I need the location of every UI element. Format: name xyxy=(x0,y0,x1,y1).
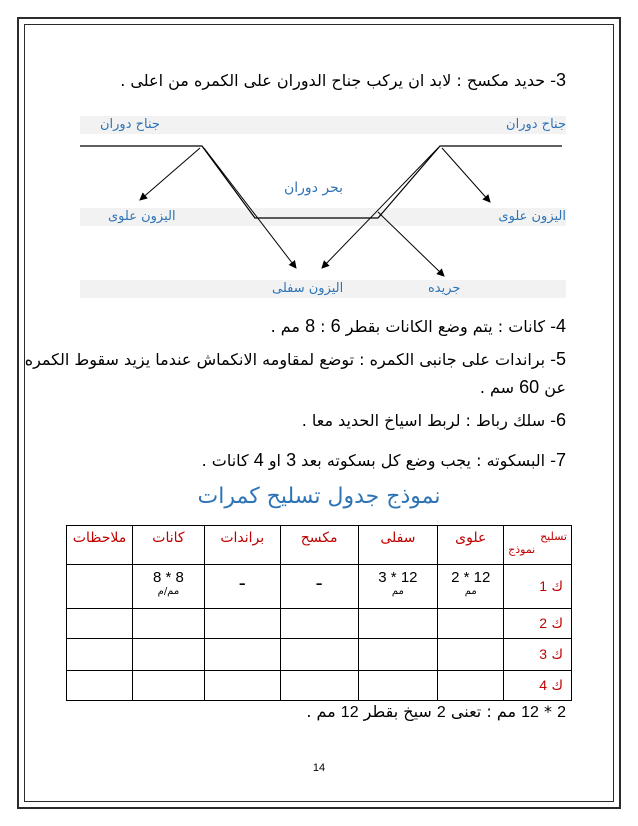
footnote-count: 2 xyxy=(557,704,566,721)
item-7-text: - البسكوته : يجب وضع كل بسكوته بعد xyxy=(296,451,556,470)
page-number: 14 xyxy=(312,762,326,774)
table-row xyxy=(67,565,572,609)
cell-upper-unit: مم xyxy=(464,586,477,597)
row-model-k4 xyxy=(504,671,572,701)
cell-lower xyxy=(358,671,438,701)
table-title: نموذج جدول تسليح كمرات xyxy=(197,484,441,509)
footnote-count-2: 2 xyxy=(436,704,446,721)
cell-notes xyxy=(67,639,133,671)
row-model-k1 xyxy=(504,565,572,609)
beam-reinforcement-table xyxy=(66,525,572,701)
label-bend-sea: بحر دوران xyxy=(284,180,344,196)
header-side-bars: براندات xyxy=(204,526,280,565)
footnote-text-b: سيخ بقطر xyxy=(358,702,437,721)
cell-upper xyxy=(438,671,504,701)
cell-side-value: - xyxy=(238,571,246,595)
cell-upper xyxy=(438,639,504,671)
item-4-unit: مم . xyxy=(270,317,306,336)
cell-bent xyxy=(280,609,358,639)
cell-stirrups-unit: مم/م xyxy=(157,586,180,597)
cell-notes xyxy=(67,565,133,609)
item-4-text: - كانات : يتم وضع الكانات بقطر xyxy=(340,317,556,336)
label-rebar: جريده xyxy=(428,281,461,296)
row-model-number: 1 xyxy=(539,578,547,594)
table-row xyxy=(67,639,572,671)
arrow-upper-right xyxy=(442,148,490,202)
cell-stirrups xyxy=(133,671,205,701)
row-model-letter: ك xyxy=(551,678,563,694)
item-7-or: او xyxy=(263,451,287,470)
arrow-upper-left xyxy=(140,148,200,200)
arrow-rebar xyxy=(378,212,444,276)
item-5 xyxy=(25,349,566,370)
item-7-value-1: 3 xyxy=(286,450,297,470)
cell-side xyxy=(204,609,280,639)
item-5-text-b: عن xyxy=(539,378,566,397)
footnote-times: * xyxy=(538,702,558,721)
row-model-k3 xyxy=(504,639,572,671)
item-4-separator: : xyxy=(315,317,331,336)
cell-stirrups xyxy=(133,565,205,609)
label-upper-left: اليزون علوى xyxy=(108,209,176,224)
header-model-bottom: نموذج xyxy=(508,543,536,556)
row-model-letter: ك xyxy=(551,579,563,595)
item-7-number: 7 xyxy=(555,450,566,470)
cell-bent xyxy=(280,565,358,609)
header-stirrups: كانات xyxy=(133,526,205,565)
item-3-number: 3 xyxy=(555,70,566,90)
header-upper: علوى xyxy=(438,526,504,565)
cell-upper xyxy=(438,609,504,639)
table-row xyxy=(67,671,572,701)
item-7-unit: كانات . xyxy=(201,451,254,470)
item-5-text: - براندات على جانبى الكمره : توضع لمقاومه الانكماش عندما يزيد سقوط الكمره xyxy=(24,350,556,369)
row-model-number: 4 xyxy=(539,677,547,693)
item-4 xyxy=(271,316,566,337)
item-4-diameter-1: 6 xyxy=(330,316,341,336)
header-bent: مكسح xyxy=(280,526,358,565)
item-5-unit: سم . xyxy=(479,378,520,397)
cell-bent xyxy=(280,639,358,671)
row-model-number: 2 xyxy=(539,615,547,631)
cell-lower-value: 12 * 3 xyxy=(378,569,418,586)
header-lower: سفلى xyxy=(358,526,438,565)
cell-stirrups-value: 8 * 8 xyxy=(152,569,184,586)
label-upper-right: اليزون علوى xyxy=(498,209,566,224)
header-model-top: تسليح xyxy=(540,530,567,543)
cell-notes xyxy=(67,609,133,639)
table-footnote xyxy=(306,702,566,722)
cell-side xyxy=(204,565,280,609)
item-4-number: 4 xyxy=(555,316,566,336)
item-6-number: 6 xyxy=(555,410,566,430)
item-7-value-2: 4 xyxy=(253,450,264,470)
arrow-lower-from-left xyxy=(204,148,296,268)
footnote-text-a: مم : تعنى xyxy=(445,702,522,721)
label-lower: اليزون سفلى xyxy=(272,281,344,296)
footnote-unit: مم . xyxy=(306,702,341,721)
label-wing-left: جناح دوران xyxy=(100,117,160,132)
row-model-letter: ك xyxy=(551,616,563,632)
item-3-text: - حديد مكسح : لابد ان يركب جناح الدوران على الكمره من اعلى . xyxy=(120,71,556,90)
cell-upper-value: 12 * 2 xyxy=(451,569,491,586)
item-6-text: - سلك رباط : لربط اسياخ الحديد معا . xyxy=(301,411,556,430)
item-5-value: 60 xyxy=(519,377,540,397)
cell-side xyxy=(204,671,280,701)
item-5-continued xyxy=(480,377,566,398)
cell-lower xyxy=(358,565,438,609)
row-model-number: 3 xyxy=(539,646,547,662)
item-5-number: 5 xyxy=(555,349,566,369)
row-model-k2 xyxy=(504,609,572,639)
footnote-diameter-2: 12 xyxy=(340,704,359,721)
table-row xyxy=(67,609,572,639)
cell-lower xyxy=(358,639,438,671)
item-4-diameter-2: 8 xyxy=(305,316,316,336)
footnote-diameter: 12 xyxy=(521,704,539,721)
header-model xyxy=(504,526,572,565)
cell-side xyxy=(204,639,280,671)
cell-bent-value: - xyxy=(315,571,323,595)
bent-bar-diagram xyxy=(0,0,638,320)
arrow-lower-from-right xyxy=(322,148,438,268)
label-wing-right: جناح دوران xyxy=(506,117,566,132)
cell-notes xyxy=(67,671,133,701)
item-7 xyxy=(202,450,566,471)
cell-stirrups xyxy=(133,609,205,639)
cell-stirrups xyxy=(133,639,205,671)
row-model-letter: ك xyxy=(551,647,563,663)
header-notes: ملاحظات xyxy=(67,526,133,565)
cell-lower xyxy=(358,609,438,639)
cell-bent xyxy=(280,671,358,701)
table-header-row xyxy=(67,526,572,565)
item-6 xyxy=(302,410,566,431)
cell-lower-unit: مم xyxy=(391,586,404,597)
cell-upper xyxy=(438,565,504,609)
